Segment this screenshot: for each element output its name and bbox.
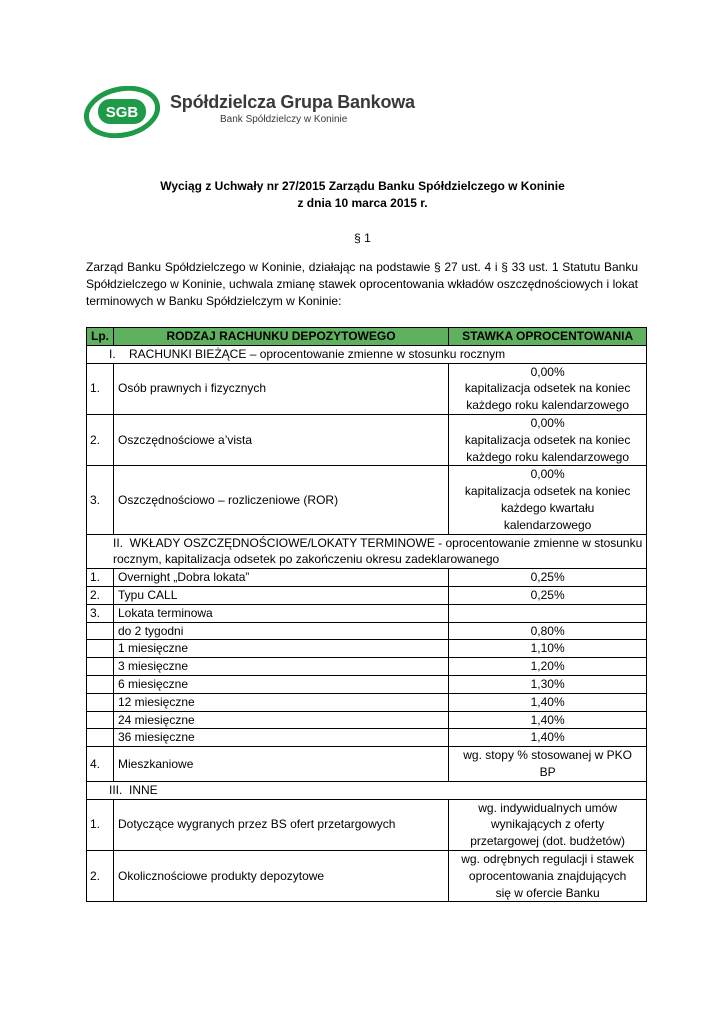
sgb-logo [84, 86, 414, 136]
table-row [87, 466, 647, 534]
row-lp: 3. [87, 466, 114, 534]
table-row: 1. Dotyczące wygranych przez BS ofert przetargowych wg. indywidualnych umów wynikających z oferty przetargowej (dot. budżetów) [87, 799, 647, 850]
table-header-row [87, 328, 647, 346]
table-row: 2. Okolicznościowe produkty depozytowe wg. odrębnych regulacji i stawek oprocentowania znajdujących się w ofercie Banku [87, 850, 647, 901]
row-name: Oszczędnościowe a’vista [114, 414, 449, 465]
intro-paragraph: Zarząd Banku Spółdzielczego w Koninie, działając na podstawie § 27 ust. 4 i § 33 ust. 1 Statutu Banku Spółdzielczego w Koninie, uchwala zmianę stawek oprocentowania wkładów oszczędnościowych i lokat terminowych w Banku Spółdzielczym w Koninie: [86, 260, 638, 308]
deposit-rates-table [86, 327, 647, 902]
table-row: 1. Overnight „Dobra lokata” 0,25% [87, 569, 647, 587]
table-row: 3 miesięczne 1,20% [87, 658, 647, 676]
header-rate: STAWKA OPROCENTOWANIA [449, 328, 647, 346]
table-row: 3. Lokata terminowa [87, 604, 647, 622]
row-rate: 0,00% kapitalizacja odsetek na koniec każdego kwartału kalendarzowego [449, 466, 647, 534]
document-title-line2: z dnia 10 marca 2015 r. [297, 196, 428, 210]
logo-text: SGB [105, 104, 139, 121]
brand-subtitle: Bank Spółdzielczy w Koninie [220, 114, 348, 125]
table-row [87, 414, 647, 465]
table-row: 24 miesięczne 1,40% [87, 711, 647, 729]
section-1-label: I. RACHUNKI BIEŻĄCE – oprocentowanie zmienne w stosunku rocznym [87, 345, 647, 363]
table-row: 4. Mieszkaniowe wg. stopy % stosowanej w PKO BP [87, 747, 647, 782]
section-row [87, 345, 647, 363]
section-row [87, 781, 647, 799]
table-row: 1 miesięczne 1,10% [87, 640, 647, 658]
row-name: Osób prawnych i fizycznych [114, 363, 449, 414]
section-2-label: II. WKŁADY OSZCZĘDNOŚCIOWE/LOKATY TERMINOWE - oprocentowanie zmienne w stosunku rocznym, kapitalizacja odsetek po zakończeniu okresu zadeklarowanego [87, 534, 647, 569]
table-row: 36 miesięczne 1,40% [87, 729, 647, 747]
brand-name: Spółdzielcza Grupa Bankowa [170, 92, 415, 112]
row-rate: 0,00% kapitalizacja odsetek na koniec każdego roku kalendarzowego [449, 414, 647, 465]
row-lp: 2. [87, 414, 114, 465]
table-row [87, 363, 647, 414]
row-name: Oszczędnościowo – rozliczeniowe (ROR) [114, 466, 449, 534]
row-rate: 0,00% kapitalizacja odsetek na koniec każdego roku kalendarzowego [449, 363, 647, 414]
sgb-logo-icon [84, 86, 164, 138]
table-row: 12 miesięczne 1,40% [87, 693, 647, 711]
section-sign: § 1 [354, 231, 371, 245]
table-row: 6 miesięczne 1,30% [87, 675, 647, 693]
table-row: 2. Typu CALL 0,25% [87, 586, 647, 604]
header-lp: Lp. [87, 328, 114, 346]
row-lp: 1. [87, 363, 114, 414]
section-row [87, 534, 647, 569]
document-title-line1: Wyciąg z Uchwały nr 27/2015 Zarządu Banku Spółdzielczego w Koninie [160, 179, 565, 193]
header-account-type: RODZAJ RACHUNKU DEPOZYTOWEGO [114, 328, 449, 346]
table-row: do 2 tygodni 0,80% [87, 622, 647, 640]
section-3-label: III. INNE [87, 781, 647, 799]
